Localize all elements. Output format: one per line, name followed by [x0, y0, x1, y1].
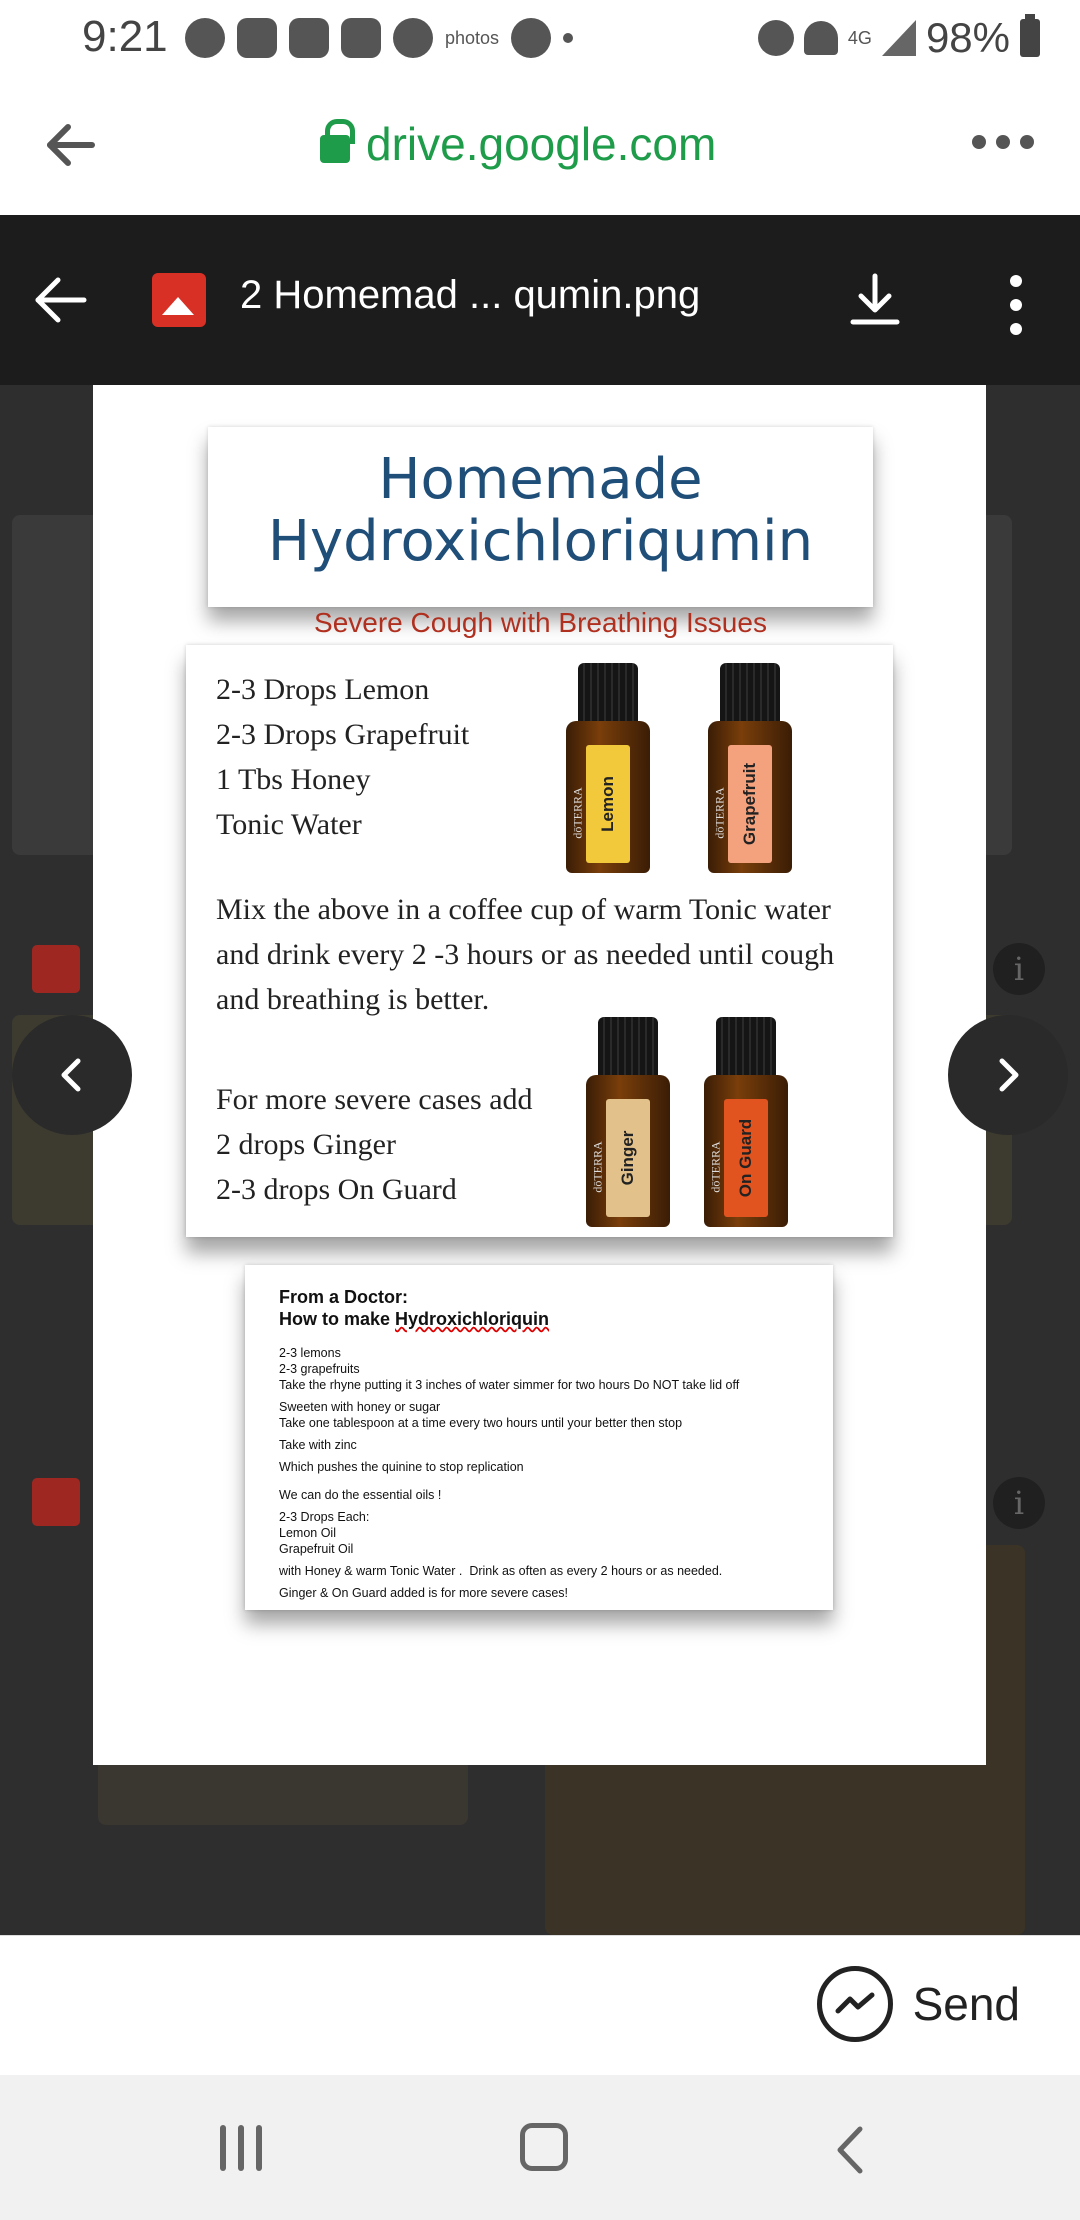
image-subtitle: Severe Cough with Breathing Issues [314, 607, 767, 638]
more-dot [996, 135, 1010, 149]
battery-percent: 98% [925, 14, 1010, 61]
chevron-right-icon [988, 1055, 1028, 1095]
url-display[interactable] [320, 117, 716, 171]
ingredient: 2-3 Drops Grapefruit [216, 718, 470, 751]
share-bar [0, 1935, 1080, 2075]
alarm-notification-icon [511, 18, 551, 58]
severe-line: 2 drops Ginger [216, 1128, 396, 1161]
wifi-icon [804, 21, 838, 55]
file-name: 2 Homemad ... qumin.png [240, 273, 701, 317]
preview-image[interactable] [93, 385, 986, 1765]
messenger-icon [817, 1966, 893, 2042]
messenger-send-button[interactable] [817, 1966, 1020, 2042]
ingredients-list [216, 667, 469, 847]
status-bar [0, 0, 1080, 75]
browser-menu-button[interactable] [972, 135, 1034, 149]
doctor-note-line: We can do the essential oils ! [279, 1488, 442, 1502]
ingredient: 1 Tbs Honey [216, 763, 371, 796]
android-navigation-bar [0, 2075, 1080, 2220]
bottle-cap [598, 1017, 658, 1079]
doctor-note-line: 2-3 Drops Each: [279, 1510, 370, 1524]
alarm-icon [758, 20, 794, 56]
image-title-line1: Homemade [378, 447, 703, 512]
recents-bar [238, 2125, 244, 2171]
doctor-note-line: Ginger & On Guard added is for more severe cases! [279, 1586, 569, 1600]
doctor-note-line: 2-3 grapefruits [279, 1362, 360, 1376]
bottle-brand: dōTERRA [712, 787, 727, 839]
doctor-note-line: Grapefruit Oil [279, 1542, 354, 1556]
more-dot [1010, 323, 1022, 335]
signal-icon [882, 20, 916, 56]
viewer-more-menu[interactable] [1010, 275, 1022, 335]
bottle-brand: dōTERRA [570, 787, 585, 839]
app-notification-icon [341, 18, 381, 58]
doctor-note-line: Lemon Oil [279, 1526, 336, 1540]
severe-line: For more severe cases add [216, 1083, 533, 1116]
bottle-cap [578, 663, 638, 725]
bottle-cap [716, 1017, 776, 1079]
system-back-button[interactable] [830, 2125, 870, 2175]
doctor-note-line: 2-3 lemons [279, 1346, 341, 1360]
doctor-note-line: with Honey & warm Tonic Water . Drink as often as every 2 hours or as needed. [279, 1564, 723, 1578]
send-label: Send [912, 1978, 1020, 2030]
more-dot [972, 135, 986, 149]
ingredient: Tonic Water [216, 808, 362, 841]
more-dot [1020, 135, 1034, 149]
more-dot [1010, 275, 1022, 287]
background-info-icon: i [993, 943, 1045, 995]
close-viewer-back-icon[interactable] [30, 270, 90, 330]
notification-icons [185, 18, 573, 58]
bottle-brand: dōTERRA [590, 1141, 605, 1193]
doctor-heading: From a Doctor: [279, 1287, 409, 1307]
bottle-label: Lemon [586, 745, 630, 863]
next-file-button[interactable] [948, 1015, 1068, 1135]
status-time: 9:21 [82, 12, 168, 61]
check-notification-icon [393, 18, 433, 58]
lemon-oil-bottle [566, 663, 650, 873]
previous-file-button[interactable] [12, 1015, 132, 1135]
image-title-line2: Hydroxichloriqumin [267, 509, 814, 574]
browser-toolbar [0, 75, 1080, 215]
severe-line: 2-3 drops On Guard [216, 1173, 457, 1206]
download-icon[interactable] [845, 270, 905, 330]
doctor-note-line: Take with zinc [279, 1438, 357, 1452]
doctor-note-card [245, 1265, 833, 1610]
photos-notification-label: photos [445, 27, 500, 48]
bottle-label: On Guard [724, 1099, 768, 1217]
browser-back-icon[interactable] [40, 115, 100, 175]
url-text: drive.google.com [366, 118, 717, 170]
ingredient: 2-3 Drops Lemon [216, 673, 430, 706]
image-title-card [208, 427, 873, 607]
home-button[interactable] [520, 2123, 568, 2171]
recipe-card [186, 645, 893, 1237]
more-dot [1010, 299, 1022, 311]
doctor-note-line: Take one tablespoon at a time every two hours until your better then stop [279, 1416, 683, 1430]
app-notification-icon [289, 18, 329, 58]
on-guard-oil-bottle [704, 1017, 788, 1227]
chevron-left-icon [52, 1055, 92, 1095]
doctor-note-body [279, 1345, 819, 1601]
app-notification-icon [237, 18, 277, 58]
doctor-note-line: Which pushes the quinine to stop replication [279, 1460, 524, 1474]
bottle-brand: dōTERRA [708, 1141, 723, 1193]
viewer-header [0, 215, 1080, 385]
background-info-icon: i [993, 1477, 1045, 1529]
doctor-subheading: How to make Hydroxichloriquin [279, 1309, 550, 1329]
bottle-cap [720, 663, 780, 725]
recents-button[interactable] [220, 2125, 262, 2171]
bottle-label: Grapefruit [728, 745, 772, 863]
instructions-text: Mix the above in a coffee cup of warm Tonic water and drink every 2 -3 hours or as needed until cough and breathing is better. [216, 893, 835, 1016]
severe-cases-text [216, 1077, 533, 1212]
system-status [758, 14, 1040, 62]
network-type: 4G [847, 27, 872, 48]
recents-bar [256, 2125, 262, 2171]
messenger-notification-icon [185, 18, 225, 58]
doctor-note-line: Take the rhyne putting it 3 inches of water simmer for two hours Do NOT take lid off [279, 1378, 740, 1392]
grapefruit-oil-bottle [708, 663, 792, 873]
background-file-icon [32, 945, 80, 993]
battery-icon [1020, 19, 1040, 57]
ginger-oil-bottle [586, 1017, 670, 1227]
doctor-note-line: Sweeten with honey or sugar [279, 1400, 441, 1414]
bottle-label: Ginger [606, 1099, 650, 1217]
more-notifications-dot [563, 33, 573, 43]
background-file-icon [32, 1478, 80, 1526]
drive-file-viewer [0, 215, 1080, 1935]
lock-icon [320, 135, 350, 163]
recents-bar [220, 2125, 226, 2171]
image-file-icon [152, 273, 206, 327]
